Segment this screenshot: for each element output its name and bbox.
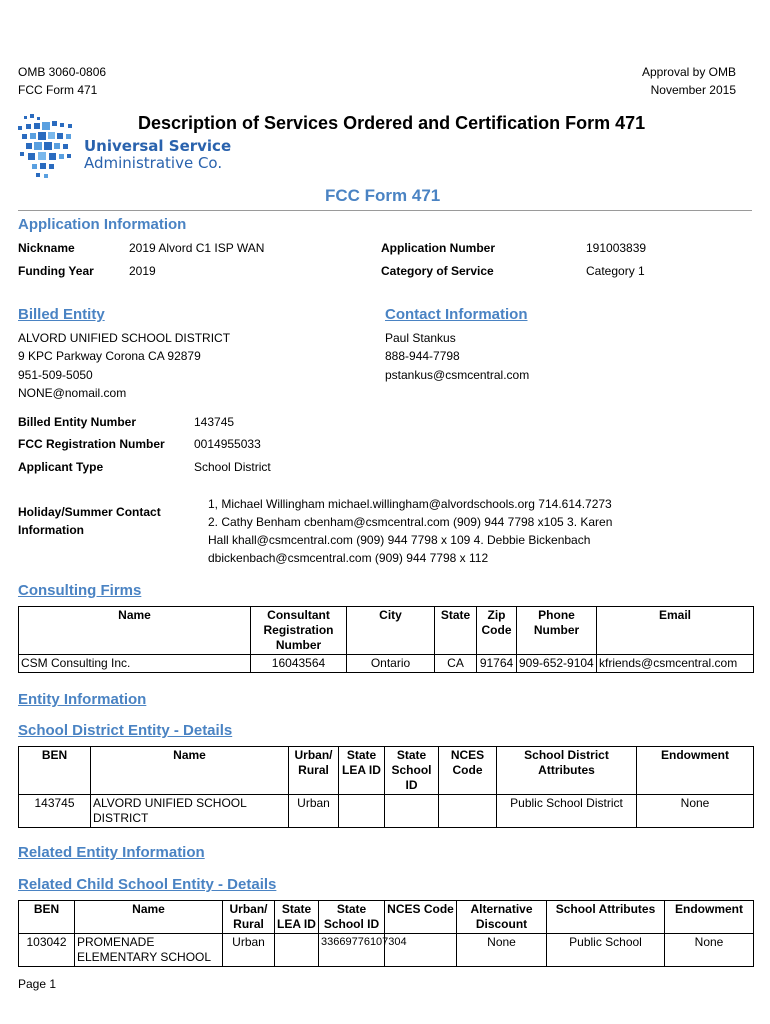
- title-divider: [18, 210, 752, 211]
- approval-date: November 2015: [650, 83, 736, 97]
- related-entity-heading: Related Entity Information: [18, 844, 205, 861]
- fcc-registration-value: 0014955033: [194, 437, 261, 451]
- child-school-heading: Related Child School Entity - Details: [18, 876, 277, 893]
- col-zip: Zip Code: [477, 607, 517, 655]
- contact-heading: Contact Information: [385, 306, 528, 323]
- holiday-line: dbickenbach@csmcentral.com (909) 944 7798 x 112: [208, 551, 489, 565]
- funding-year-label: Funding Year: [18, 264, 94, 278]
- form-reference: FCC Form 471: [18, 83, 98, 97]
- col-ben: BEN: [19, 747, 91, 795]
- cell-registration: 16043564: [251, 655, 347, 673]
- col-registration: Consultant Registration Number: [251, 607, 347, 655]
- funding-year-value: 2019: [129, 264, 156, 278]
- col-school-attributes: School Attributes: [547, 901, 665, 934]
- form-title: FCC Form 471: [325, 186, 441, 205]
- cell-state-lea-id: [339, 795, 385, 828]
- cell-nces-code: [439, 795, 497, 828]
- applicant-type-value: School District: [194, 460, 271, 474]
- holiday-contact-value: [200, 495, 660, 567]
- billed-entity-address: 9 KPC Parkway Corona CA 92879: [18, 349, 201, 363]
- holiday-contact-label-1: Holiday/Summer Contact: [18, 505, 161, 519]
- ben-label: Billed Entity Number: [18, 415, 137, 429]
- col-name: Name: [91, 747, 289, 795]
- billed-entity-name: ALVORD UNIFIED SCHOOL DISTRICT: [18, 331, 231, 345]
- ben-value: 143745: [194, 415, 235, 429]
- table-row: [19, 655, 754, 673]
- application-heading: Application Information: [18, 216, 187, 233]
- col-phone: Phone Number: [517, 607, 597, 655]
- child-school-table: [18, 900, 754, 967]
- cell-name: PROMENADE ELEMENTARY SCHOOL: [75, 934, 223, 967]
- logo-line-1: Universal Service: [84, 137, 232, 155]
- cell-email: kfriends@csmcentral.com: [597, 655, 754, 673]
- col-endowment: Endowment: [637, 747, 754, 795]
- col-urban-rural: Urban/ Rural: [223, 901, 275, 934]
- billed-entity-phone: 951-509-5050: [18, 368, 93, 382]
- application-number-label: Application Number: [381, 241, 496, 255]
- entity-heading: Entity Information: [18, 691, 147, 708]
- applicant-type-label: Applicant Type: [18, 460, 104, 474]
- cell-ben: 143745: [19, 795, 91, 828]
- nickname-label: Nickname: [18, 241, 75, 255]
- school-district-table: [18, 746, 754, 828]
- application-number-value: 191003839: [586, 241, 647, 255]
- col-name: Name: [19, 607, 251, 655]
- cell-alternative-discount: None: [457, 934, 547, 967]
- col-urban-rural: Urban/ Rural: [289, 747, 339, 795]
- school-district-heading: School District Entity - Details: [18, 722, 233, 739]
- col-nces-code: NCES Code: [385, 901, 457, 934]
- usac-logo-icon: [16, 112, 76, 184]
- cell-state-school-id: [385, 795, 439, 828]
- holiday-line: 1, Michael Willingham michael.willingham@alvordschools.org 714.614.7273: [208, 497, 612, 511]
- contact-phone: 888-944-7798: [385, 349, 460, 363]
- col-district-attributes: School District Attributes: [497, 747, 637, 795]
- cell-district-attributes: Public School District: [497, 795, 637, 828]
- col-state-lea-id: State LEA ID: [275, 901, 319, 934]
- col-state: State: [435, 607, 477, 655]
- cell-school-attributes: Public School: [547, 934, 665, 967]
- holiday-line: Hall khall@csmcentral.com (909) 944 7798 x 109 4. Debbie Bickenbach: [208, 533, 591, 547]
- col-state-lea-id: State LEA ID: [339, 747, 385, 795]
- col-state-school-id: State School ID: [319, 901, 385, 934]
- category-value: Category 1: [586, 264, 645, 278]
- billed-entity-email: NONE@nomail.com: [18, 386, 127, 400]
- cell-state: CA: [435, 655, 477, 673]
- table-row: [19, 795, 754, 828]
- cell-name: CSM Consulting Inc.: [19, 655, 251, 673]
- nickname-value: 2019 Alvord C1 ISP WAN: [129, 241, 265, 255]
- col-alternative-discount: Alternative Discount: [457, 901, 547, 934]
- table-header-row: [19, 747, 754, 795]
- holiday-contact-label-2: Information: [18, 523, 84, 537]
- cell-endowment: None: [637, 795, 754, 828]
- omb-number: OMB 3060-0806: [18, 65, 107, 79]
- col-email: Email: [597, 607, 754, 655]
- cell-city: Ontario: [347, 655, 435, 673]
- col-nces-code: NCES Code: [439, 747, 497, 795]
- table-header-row: [19, 607, 754, 655]
- fcc-registration-label: FCC Registration Number: [18, 437, 165, 451]
- table-row: [19, 934, 754, 967]
- cell-endowment: None: [665, 934, 754, 967]
- page-title: Description of Services Ordered and Certification Form 471: [138, 113, 646, 133]
- logo-line-2: Administrative Co.: [84, 154, 223, 172]
- cell-urban-rural: Urban: [223, 934, 275, 967]
- cell-name: ALVORD UNIFIED SCHOOL DISTRICT: [91, 795, 289, 828]
- cell-zip: 91764: [477, 655, 517, 673]
- col-city: City: [347, 607, 435, 655]
- col-name: Name: [75, 901, 223, 934]
- contact-email: pstankus@csmcentral.com: [385, 368, 530, 382]
- page-number: Page 1: [18, 977, 57, 991]
- consulting-table: [18, 606, 754, 673]
- table-header-row: [19, 901, 754, 934]
- cell-phone: 909-652-9104: [517, 655, 597, 673]
- cell-urban-rural: Urban: [289, 795, 339, 828]
- billed-entity-heading: Billed Entity: [18, 306, 105, 323]
- consulting-heading: Consulting Firms: [18, 582, 142, 599]
- contact-name: Paul Stankus: [385, 331, 456, 345]
- holiday-line: 2. Cathy Benham cbenham@csmcentral.com (909) 944 7798 x105 3. Karen: [208, 515, 613, 529]
- approval-label: Approval by OMB: [641, 65, 736, 79]
- cell-state-lea-id: [275, 934, 319, 967]
- category-label: Category of Service: [381, 264, 494, 278]
- cell-ben: 103042: [19, 934, 75, 967]
- col-ben: BEN: [19, 901, 75, 934]
- col-state-school-id: State School ID: [385, 747, 439, 795]
- col-endowment: Endowment: [665, 901, 754, 934]
- cell-state-school-id: 33669776107304: [319, 934, 385, 967]
